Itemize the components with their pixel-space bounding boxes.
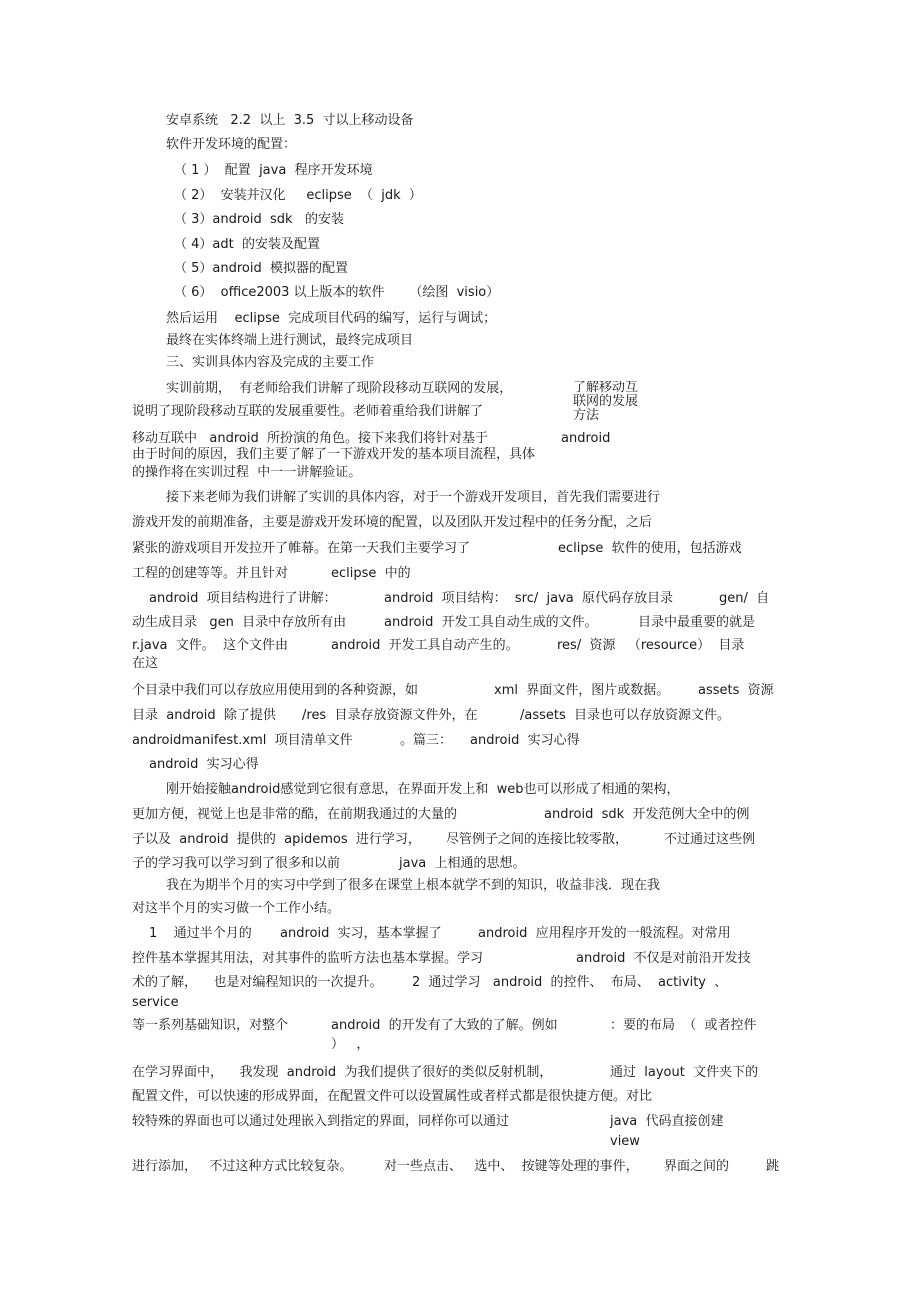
text-line: android 项目结构： src/ java 原代码存放目录 [384, 591, 673, 606]
text-line: 界面之间的 [664, 1159, 730, 1174]
text-line: view [610, 1134, 640, 1149]
text-line: 对这半个月的实习做一个工作小结。 [132, 901, 341, 916]
text-line: 由于时间的原因，我们主要了解了一下游戏开发的基本项目流程，具体 [132, 447, 536, 462]
list-item: （ 5）android 模拟器的配置 [174, 261, 349, 276]
text-line: 在学习界面中， 我发现 android 为我们提供了很好的类似反射机制， [132, 1065, 553, 1080]
text-line: 工程的创建等等。并且针对 [132, 566, 289, 581]
text-line: res/ 资源 （resource） 目录 [557, 638, 745, 653]
text-line: 配置文件，可以快速的形成界面，在配置文件可以设置属性或者样式都是很快捷方便。对比 [132, 1089, 653, 1104]
text-line: xml 界面文件，图片或数据。 [494, 683, 670, 698]
text-line: android 实习，基本掌握了 [280, 926, 442, 941]
text-line: r.java 文件。 这个文件由 [132, 638, 289, 653]
text-line: 对一些点击、 选中、 按键等处理的事件， [384, 1159, 639, 1174]
text-line: 不过通过这些例 [664, 832, 756, 847]
text-line: 然后运用 eclipse 完成项目代码的编写，运行与调试； [166, 311, 497, 326]
text-line: 通过 layout 文件夹下的 [610, 1065, 759, 1080]
text-line: 动生成目录 gen 目录中存放所有由 [132, 615, 347, 630]
text-line: 2 通过学习 android 的控件、 布局、 activity 、 [412, 975, 728, 990]
text-line: 紧张的游戏项目开发拉开了帷幕。在第一天我们主要学习了 [132, 541, 471, 556]
text-line: 控件基本掌握其用法，对其事件的监听方法也基本掌握。学习 [132, 951, 484, 966]
list-item: （ 2） 安装并汉化 eclipse （ jdk ） [174, 188, 422, 203]
text-line: android [561, 431, 611, 446]
text-line: 术的了解， 也是对编程知识的一次提升。 [132, 975, 383, 990]
text-line: 我在为期半个月的实习中学到了很多在课堂上根本就学不到的知识，收益非浅．现在我 [166, 878, 661, 893]
text-line: java 上相通的思想。 [399, 856, 526, 871]
text-line: android 实习心得 [470, 733, 580, 748]
text-line: 进行添加， 不过这种方式比较复杂。 [132, 1159, 353, 1174]
text-line: ：要的布局 （ 或者控件 [610, 1018, 757, 1033]
text-line: androidmanifest.xml 项目清单文件 [132, 733, 353, 748]
text-line: 实训前期， 有老师给我们讲解了现阶段移动互联网的发展， [166, 381, 513, 396]
text-line: android 不仅是对前沿开发技 [576, 951, 751, 966]
text-line: 目录 android 除了提供 [132, 708, 276, 723]
text-line: 个目录中我们可以存放应用使用到的各种资源，如 [132, 683, 419, 698]
text-line: gen/ 自 [719, 591, 770, 606]
text-line: android 项目结构进行了讲解： [149, 591, 337, 606]
list-item: （ 3）android sdk 的安装 [174, 212, 344, 227]
text-line: /assets 目录也可以存放资源文件。 [520, 708, 731, 723]
text-line: android 应用程序开发的一般流程。对常用 [478, 926, 731, 941]
text-line: 跳 [766, 1159, 780, 1174]
text-line: 刚开始接触android感觉到它很有意思，在界面开发上和 web也可以形成了相通的架构， [166, 782, 680, 797]
text-line: eclipse 软件的使用，包括游戏 [558, 541, 742, 556]
list-item: （ 6） office2003 以上版本的软件 （绘图 visio） [174, 285, 500, 300]
text-line: android 的开发有了大致的了解。例如 [331, 1018, 558, 1033]
text-line: 安卓系统 2.2 以上 3.5 寸以上移动设备 [166, 113, 414, 128]
text-line: 移动互联中 android 所扮演的角色。接下来我们将针对基于 [132, 431, 488, 446]
text-line: android sdk 开发范例大全中的例 [544, 807, 750, 822]
text-line: eclipse 中的 [331, 566, 411, 581]
text-line: 游戏开发的前期准备，主要是游戏开发环境的配置，以及团队开发过程中的任务分配，之后 [132, 515, 653, 530]
section-heading: 三、实训具体内容及完成的主要工作 [166, 355, 375, 370]
text-line: 较特殊的界面也可以通过处理嵌入到指定的界面，同样你可以通过 [132, 1114, 510, 1129]
text-line: 说明了现阶段移动互联的发展重要性。老师着重给我们讲解了 [132, 404, 484, 419]
text-line: 等一系列基础知识，对整个 [132, 1018, 289, 1033]
side-note: 了解移动互联网的发展方法 [573, 381, 639, 421]
list-item: （ 4）adt 的安装及配置 [174, 237, 320, 252]
text-line: 子以及 android 提供的 apidemos 进行学习， [132, 832, 421, 847]
text-line: 的操作将在实训过程 中一一讲解验证。 [132, 465, 362, 480]
text-line: android 开发工具自动产生的。 [331, 638, 519, 653]
text-line: 最终在实体终端上进行测试，最终完成项目 [166, 333, 414, 348]
text-line: 。篇三： [400, 733, 453, 748]
text-line: 1 通过半个月的 [149, 926, 252, 941]
text-line: /res 目录存放资源文件外，在 [302, 708, 478, 723]
text-line: java 代码直接创建 [610, 1114, 724, 1129]
text-line: 尽管例子之间的连接比较零散， [446, 832, 629, 847]
text-line: 子的学习我可以学习到了很多和以前 [132, 856, 341, 871]
text-line: android 开发工具自动生成的文件。 [384, 615, 598, 630]
text-line: ） ， [331, 1037, 370, 1052]
text-line: 接下来老师为我们讲解了实训的具体内容，对于一个游戏开发项目，首先我们需要进行 [166, 490, 661, 505]
text-line: 软件开发环境的配置： [166, 137, 297, 152]
list-item: （ 1 ） 配置 java 程序开发环境 [174, 163, 373, 178]
section-heading: android 实习心得 [149, 757, 259, 772]
text-line: service [132, 995, 179, 1010]
text-line: 目录中最重要的就是 [638, 615, 756, 630]
text-line: 更加方便，视觉上也是非常的酷，在前期我通过的大量的 [132, 807, 458, 822]
text-line: 在这 [132, 656, 159, 671]
text-line: assets 资源 [698, 683, 774, 698]
